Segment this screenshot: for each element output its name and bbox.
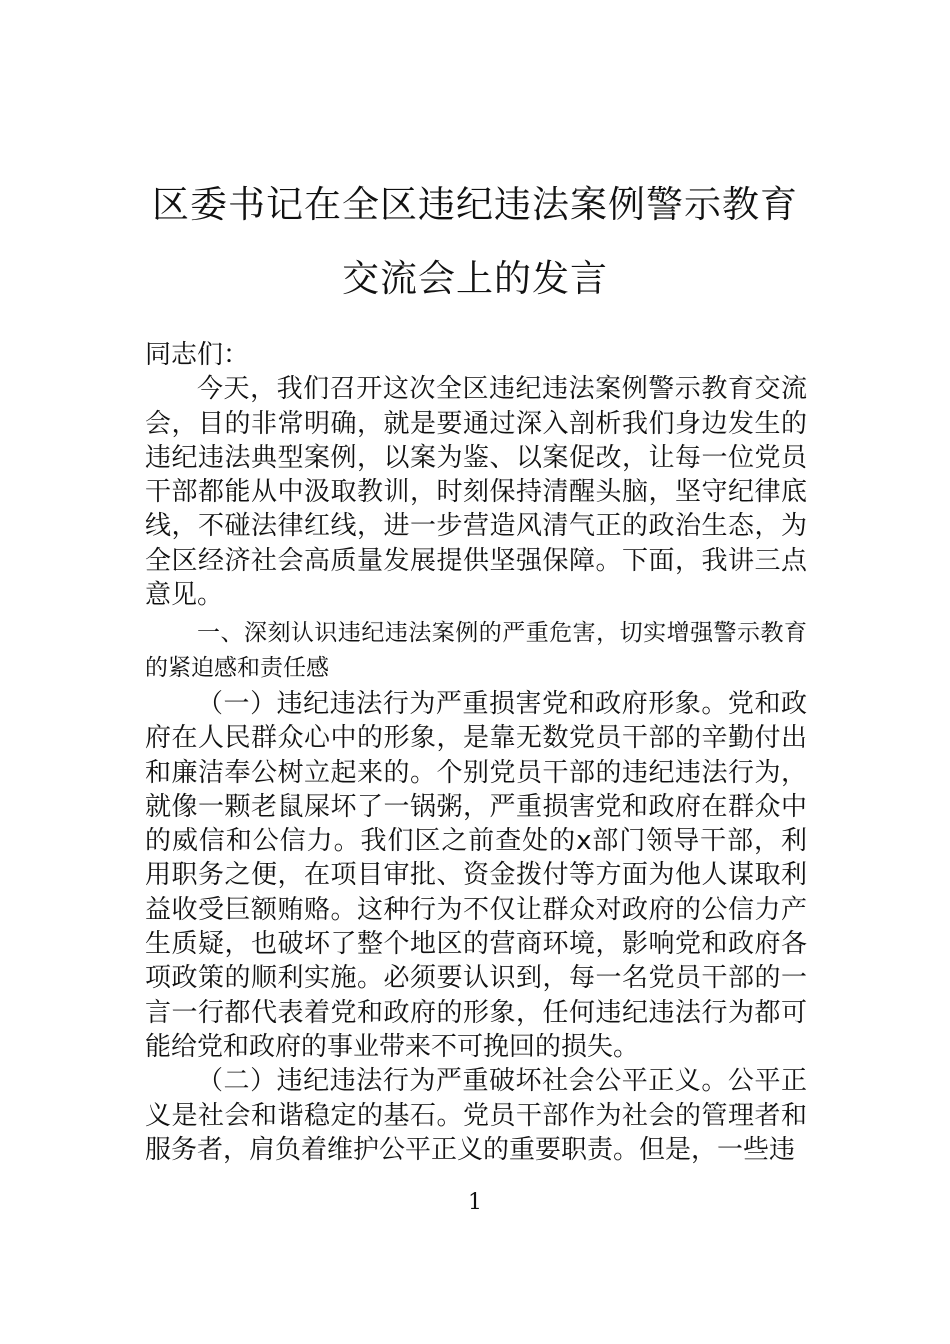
subsection-1-2: （二）违纪违法行为严重破坏社会公平正义。公平正义是社会和谐稳定的基石。党员干部作为社会的管理者和服务者，肩负着维护公平正义的重要职责。但是，一些违 [145,1066,807,1165]
document-body [145,338,807,1167]
page-number: 1 [468,1190,482,1215]
subsection-1-1: （一）违纪违法行为严重损害党和政府形象。党和政府在人民群众心中的形象，是靠无数党员干部的辛勤付出和廉洁奉公树立起来的。个别党员干部的违纪违法行为，就像一颗老鼠屎坏了一锅粥，严重损害党和政府在群众中的威信和公信力。我们区之前查处的x部门领导干部，利用职务之便，在项目审批、资金拨付等方面为他人谋取利益收受巨额贿赂。这种行为不仅让群众对政府的公信力产生质疑，也破坏了整个地区的营商环境，影响党和政府各项政策的顺利实施。必须要认识到，每一名党员干部的一言一行都代表着党和政府的形象，任何违纪违法行为都可能给党和政府的事业带来不可挽回的损失。 [145,688,807,1062]
section-heading-1: 一、深刻认识违纪违法案例的严重危害，切实增强警示教育的紧迫感和责任感 [145,620,807,681]
document-title: 区委书记在全区违纪违法案例警示教育交流会上的发言 [152,183,798,300]
intro-paragraph: 今天，我们召开这次全区违纪违法案例警示教育交流会，目的非常明确，就是要通过深入剖析我们身边发生的违纪违法典型案例，以案为鉴、以案促改，让每一位党员干部都能从中汲取教训，时刻保持清醒头脑，坚守纪律底线，不碰法律红线，进一步营造风清气正的政治生态，为全区经济社会高质量发展提供坚强保障。下面，我讲三点意见。 [145,374,807,611]
salutation: 同志们： [145,340,250,370]
